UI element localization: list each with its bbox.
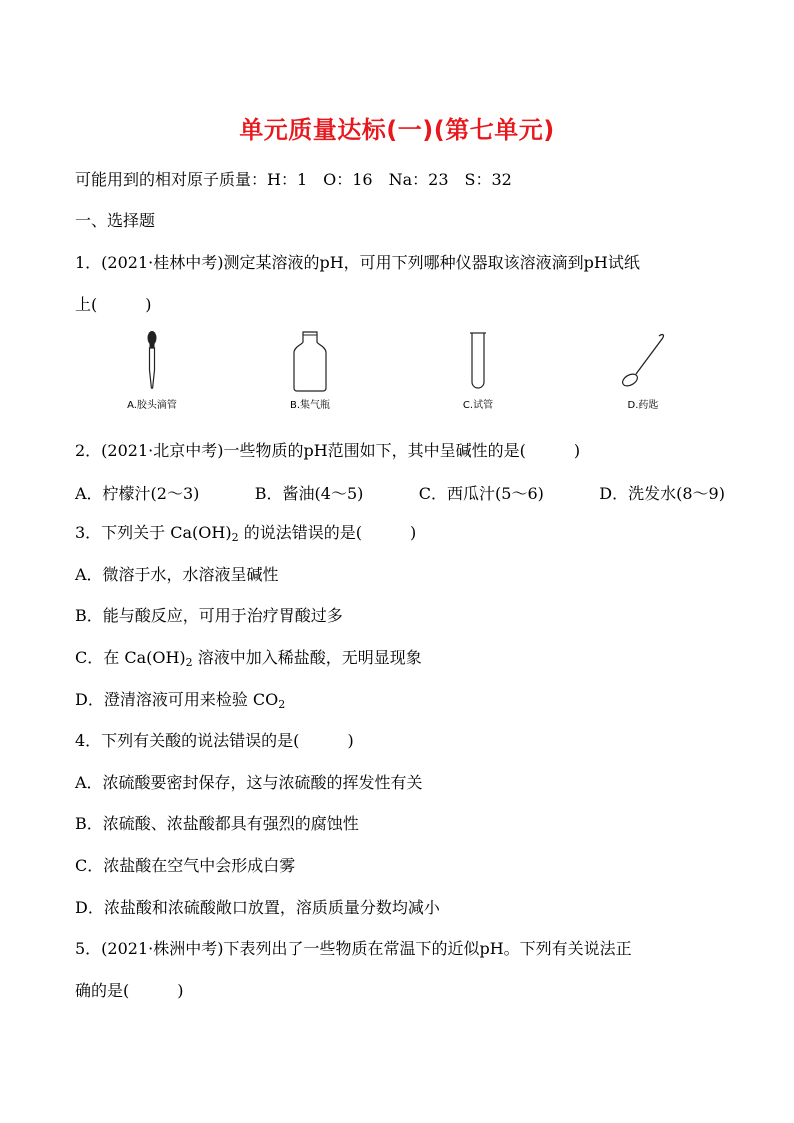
q3-stem: 3．下列关于 $Ca(OH)_2$ 的说法错误的是( ) xyxy=(75,523,417,544)
q4-option-a: A．浓硫酸要密封保存，这与浓硫酸的挥发性有关 xyxy=(75,773,423,792)
q2-option-a: A．柠檬汁(2～3) xyxy=(75,484,200,503)
q3-option-a: A．微溶于水，水溶液呈碱性 xyxy=(75,565,279,584)
q4-option-c: C．浓盐酸在空气中会形成白雾 xyxy=(75,856,296,875)
q1-option-d xyxy=(583,330,703,411)
q2-option-d: D．洗发水(8～9) xyxy=(599,484,725,503)
section-heading: 一、选择题 xyxy=(75,211,156,230)
q1-option-c-label: C.试管 xyxy=(462,400,494,411)
q4-option-d: D．浓盐酸和浓硫酸敞口放置，溶质质量分数均减小 xyxy=(75,898,440,917)
q2-stem: 2．(2021·北京中考)一些物质的pH范围如下，其中呈碱性的是( ) xyxy=(75,441,581,460)
q1-option-a xyxy=(92,330,212,411)
q5-stem-line2: 确的是( ) xyxy=(75,981,184,1000)
page-title: 单元质量达标(一)(第七单元) xyxy=(239,116,555,144)
q1-option-a-label: A.胶头滴管 xyxy=(127,400,177,411)
q2-options xyxy=(75,481,725,504)
q1-option-c xyxy=(418,330,538,411)
test-tube-icon xyxy=(468,330,488,392)
atomic-masses-note: 可能用到的相对原子质量：H：1 O：16 Na：23 S：32 xyxy=(75,170,512,189)
q3-option-b: B．能与酸反应，可用于治疗胃酸过多 xyxy=(75,606,343,625)
q3-option-c: C．在 $Ca(OH)_2$ 溶液中加入稀盐酸，无明显现象 xyxy=(75,648,422,669)
q1-option-d-label: D.药匙 xyxy=(627,400,659,411)
q2-option-b: B．酱油(4～5) xyxy=(254,484,364,503)
q4-option-b: B．浓硫酸、浓盐酸都具有强烈的腐蚀性 xyxy=(75,814,359,833)
q5-stem-line1: 5．(2021·株洲中考)下表列出了一些物质在常温下的近似pH。下列有关说法正 xyxy=(75,939,632,958)
q1-option-b xyxy=(250,330,370,411)
q1-option-b-label: B.集气瓶 xyxy=(289,400,331,411)
q4-stem: 4．下列有关酸的说法错误的是( ) xyxy=(75,731,354,750)
q1-stem-line1: 1．(2021·桂林中考)测定某溶液的pH，可用下列哪种仪器取该溶液滴到pH试纸 xyxy=(75,253,640,272)
spatula-icon xyxy=(618,330,668,392)
q3-option-d: D．澄清溶液可用来检验 $CO_2$ xyxy=(75,690,286,711)
dropper-icon xyxy=(137,330,167,392)
q2-option-c: C．西瓜汁(5～6) xyxy=(418,484,544,503)
gas-bottle-icon xyxy=(290,330,330,392)
q1-stem-line2: 上( ) xyxy=(75,295,152,314)
q1-stem-text: 上( xyxy=(75,295,98,314)
